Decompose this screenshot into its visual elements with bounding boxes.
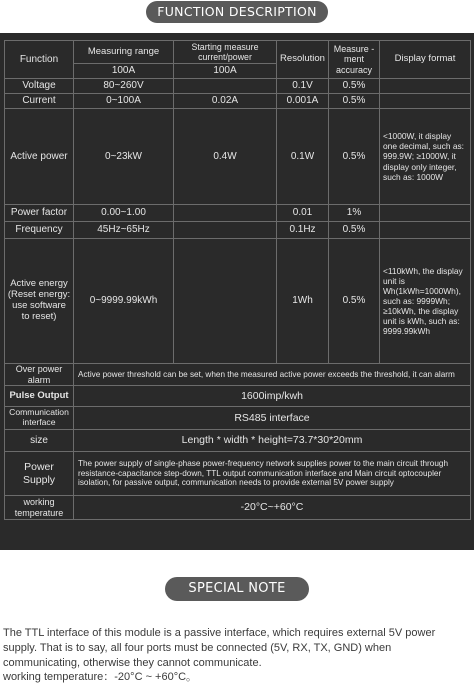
table-row [5, 364, 471, 386]
table-row [5, 79, 471, 94]
row-name: Active energy (Reset energy: use software to reset) [5, 239, 74, 364]
row-resolution: 0.1W [277, 109, 329, 205]
row-name: Communication interface [5, 407, 74, 430]
row-start [174, 79, 277, 94]
header-accuracy: Measure -ment accuracy [329, 41, 380, 79]
row-format [380, 79, 471, 94]
row-name: Current [5, 94, 74, 109]
row-format: <110kWh, the display unit is Wh(1kWh=1000Wh), such as: 9999Wh; ≥10kWh, the display unit is kWh, such as: 9999.99kWh [380, 239, 471, 364]
row-accuracy: 1% [329, 205, 380, 222]
table-row [5, 452, 471, 496]
table-header-row [5, 41, 471, 64]
table-row [5, 109, 471, 205]
row-range: 80~260V [74, 79, 174, 94]
special-note-heading: SPECIAL NOTE [165, 577, 309, 601]
row-accuracy: 0.5% [329, 94, 380, 109]
row-range: 0.00~1.00 [74, 205, 174, 222]
row-accuracy: 0.5% [329, 222, 380, 239]
table-row [5, 222, 471, 239]
table-row [5, 239, 471, 364]
row-name: Pulse Output [5, 386, 74, 407]
row-name: Frequency [5, 222, 74, 239]
table-row [5, 496, 471, 520]
special-note-paragraph: The TTL interface of this module is a passive interface, which requires external 5V power supply. That is to say, all four ports must be connected (5V, RX, TX, GND) when communicating, otherwise they cannot communicate. [3, 627, 436, 669]
row-accuracy: 0.5% [329, 239, 380, 364]
row-range: 0~23kW [74, 109, 174, 205]
header-range-sub: 100A [74, 64, 174, 79]
row-resolution: 1Wh [277, 239, 329, 364]
row-value: 1600imp/kwh [74, 386, 471, 407]
row-name: Active power [5, 109, 74, 205]
header-measuring-range: Measuring range [74, 41, 174, 64]
row-range: 45Hz~65Hz [74, 222, 174, 239]
row-name: Over power alarm [5, 364, 74, 386]
row-start [174, 205, 277, 222]
row-value: -20°C~+60°C [74, 496, 471, 520]
special-note-text [3, 626, 471, 685]
function-description-heading: FUNCTION DESCRIPTION [146, 1, 328, 23]
header-display-format: Display format [380, 41, 471, 79]
row-resolution: 0.1V [277, 79, 329, 94]
table-row [5, 430, 471, 452]
row-format [380, 222, 471, 239]
row-name: working temperature [5, 496, 74, 520]
row-name: Power factor [5, 205, 74, 222]
special-note-temperature: working temperature：-20°C ~ +60°C。 [3, 671, 198, 684]
row-resolution: 0.001A [277, 94, 329, 109]
row-value: RS485 interface [74, 407, 471, 430]
row-resolution: 0.1Hz [277, 222, 329, 239]
row-start [174, 239, 277, 364]
spec-table [4, 40, 471, 520]
row-resolution: 0.01 [277, 205, 329, 222]
header-function: Function [5, 41, 74, 79]
header-resolution: Resolution [277, 41, 329, 79]
row-format [380, 205, 471, 222]
row-start: 0.02A [174, 94, 277, 109]
row-range: 0~100A [74, 94, 174, 109]
row-format [380, 94, 471, 109]
row-value: The power supply of single-phase power-frequency network supplies power to the main circuit through resistance-capacitance step-down, TTL output communication interface and Main circuit optocoupler isolation, for passive output, communication needs to provide external 5V power supply [74, 452, 471, 496]
table-row [5, 407, 471, 430]
header-starting-measure: Starting measure current/power [174, 41, 277, 64]
row-name: Power Supply [5, 452, 74, 496]
row-name: Voltage [5, 79, 74, 94]
row-start: 0.4W [174, 109, 277, 205]
table-row [5, 386, 471, 407]
table-row [5, 94, 471, 109]
table-row [5, 205, 471, 222]
row-accuracy: 0.5% [329, 79, 380, 94]
row-start [174, 222, 277, 239]
header-starting-sub: 100A [174, 64, 277, 79]
row-value: Length * width * height=73.7*30*20mm [74, 430, 471, 452]
row-format: <1000W, it display one decimal, such as: 999.9W; ≥1000W, it display only integer, such as: 1000W [380, 109, 471, 205]
row-range: 0~9999.99kWh [74, 239, 174, 364]
row-value: Active power threshold can be set, when the measured active power exceeds the threshold, it can alarm [74, 364, 471, 386]
row-name: size [5, 430, 74, 452]
row-accuracy: 0.5% [329, 109, 380, 205]
